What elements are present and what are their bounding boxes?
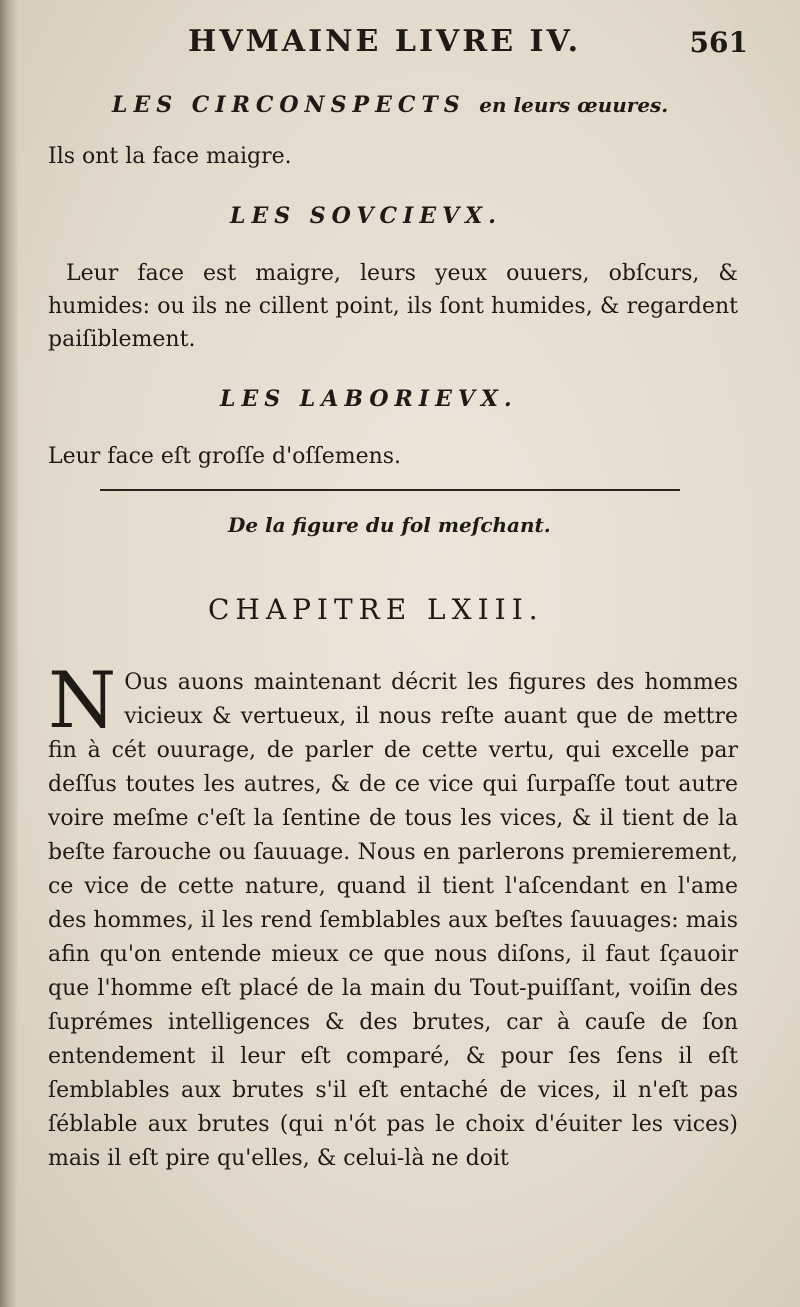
section-heading-text: LES CIRCONSPECTS: [112, 92, 466, 118]
section-heading-suffix: en leurs œuures.: [479, 93, 669, 117]
section-text-circonspects: Ils ont la face maigre.: [48, 144, 292, 169]
section-heading-laborieux: LES LABORIEVX.: [220, 386, 518, 412]
horizontal-rule: [100, 489, 680, 491]
page-number: 561: [689, 26, 748, 59]
drop-cap: N: [48, 656, 117, 746]
running-head: [48, 18, 748, 62]
chapter-title: CHAPITRE LXIII.: [208, 593, 544, 626]
chapter-body-text: Ous auons maintenant décrit les figures des hommes vicieux & vertueux, il nous reſte auant que de mettre fin à cét ouurage, de parler de cette vertu, qui excelle par deſſus toutes les autres, & de ce vice qui ſurpaſſe tout autre voire meſme c'eſt la ſentine de tous les vices, & il tient de la beſte farouche ou ſauuage. Nous en parlerons premierement, ce vice de cette nature, quand il tient l'aſcendant en l'ame des hommes, il les rend ſemblables aux beſtes ſauuages: mais afin qu'on entende mieux ce que nous diſons, il faut ſçauoir que l'homme eſt placé de la main du Tout-puiſſant, voiſin des ſuprémes intelligences & des brutes, car à cauſe de ſon entendement il leur eſt comparé, & pour ſes ſens il eſt ſemblables aux brutes s'il eſt entaché de vices, il n'eſt pas ſéblable aux brutes (qui n'ót pas le choix d'éuiter les vices) mais il eſt pire qu'elles, & celui-là ne doit: [48, 670, 738, 1171]
running-head-title: HVMAINE LIVRE IV.: [188, 24, 582, 59]
page-content: [48, 18, 748, 1176]
figure-caption: De la figure du fol meſchant.: [228, 513, 551, 537]
section-heading-circonspects: [112, 92, 738, 118]
book-spine-shadow: [0, 0, 18, 1307]
section-text-soucieux: Leur face est maigre, leurs yeux ouuers, obſcurs, & humides: ou ils ne cillent point, ils ſont humides, & regardent paiſiblement.: [48, 261, 738, 352]
section-heading-soucieux: LES SOVCIEVX.: [230, 203, 502, 229]
section-text-laborieux: Leur face eſt groſſe d'oſſemens.: [48, 444, 402, 469]
chapter-body: [48, 656, 738, 1176]
